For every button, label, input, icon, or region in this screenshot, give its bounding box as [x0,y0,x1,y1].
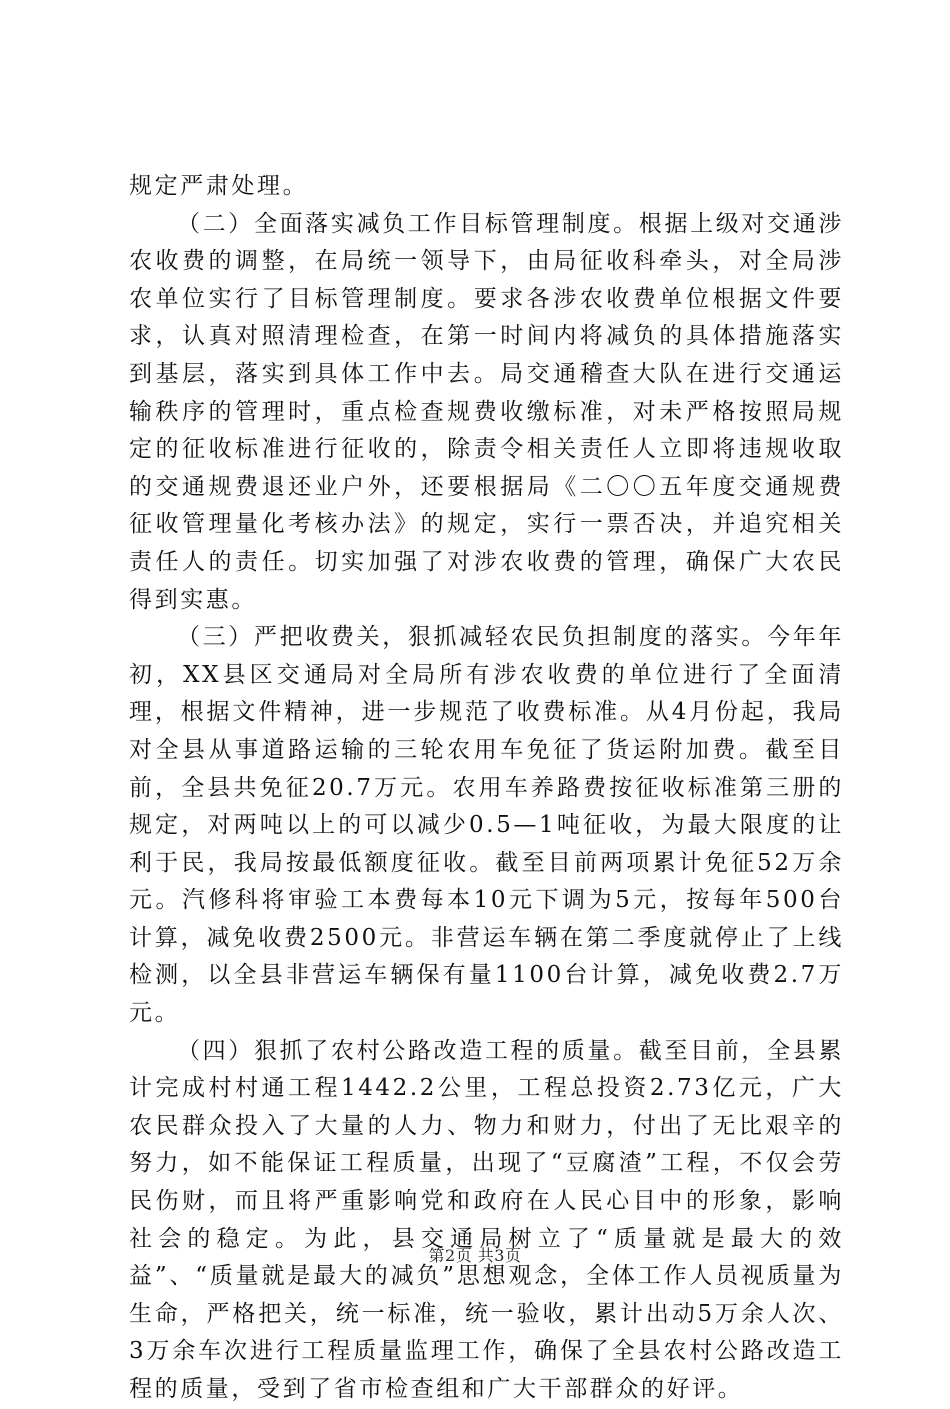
page-footer: 第2页 共3页 [428,1246,522,1265]
paragraph-continuation: 规定严肃处理。 [129,173,309,199]
paragraph-target-management: （二）全面落实减负工作目标管理制度。根据上级对交通涉农收费的调整，在局统一领导下，由局征收科牵头，对全局涉农单位实行了目标管理制度。要求各涉农收费单位根据文件要求，认真对照清理检查，在第一时间内将减负的具体措施落实到基层，落实到具体工作中去。局交通稽查大队在进行交通运输秩序的管理时，重点检查规费收缴标准，对未严格按照局规定的征收标准进行征收的，除责令相关责任人立即将违规收取的交通规费退还业户外，还要根据局《二〇〇五年度交通规费征收管理量化考核办法》的规定，实行一票否决，并追究相关责任人的责任。切实加强了对涉农收费的管理，确保广大农民得到实惠。 [129,210,844,613]
paragraph-fee-control: （三）严把收费关，狠抓减轻农民负担制度的落实。今年年初，XX县区交通局对全局所有涉农收费的单位进行了全面清理，根据文件精神，进一步规范了收费标准。从4月份起，我局对全县从事道路运输的三轮农用车免征了货运附加费。截至目前，全县共免征20.7万元。农用车养路费按征收标准第三册的规定，对两吨以上的可以减少0.5—1吨征收，为最大限度的让利于民，我局按最低额度征收。截至目前两项累计免征52万余元。汽修科将审验工本费每本10元下调为5元，按每年500台计算，减免收费2500元。非营运车辆在第二季度就停止了上线检测，以全县非营运车辆保有量1100台计算，减免收费2.7万元。 [129,624,844,1027]
paragraph-road-quality: （四）狠抓了农村公路改造工程的质量。截至目前，全县累计完成村村通工程1442.2公里，工程总投资2.73亿元，广大农民群众投入了大量的人力、物力和财力，付出了无比艰辛的努力，如不能保证工程质量，出现了“豆腐渣”工程，不仅会劳民伤财，而且将严重影响党和政府在人民心目中的形象，影响社会的稳定。为此，县交通局树立了“质量就是最大的效益”、“质量就是最大的减负”思想观念，全体工作人员视质量为生命，严格把关，统一标准，统一验收，累计出动5万余人次、3万余车次进行工程质量监理工作，确保了全县农村公路改造工程的质量，受到了省市检查组和广大干部群众的好评。 [129,1037,844,1402]
document-page [129,168,844,1409]
